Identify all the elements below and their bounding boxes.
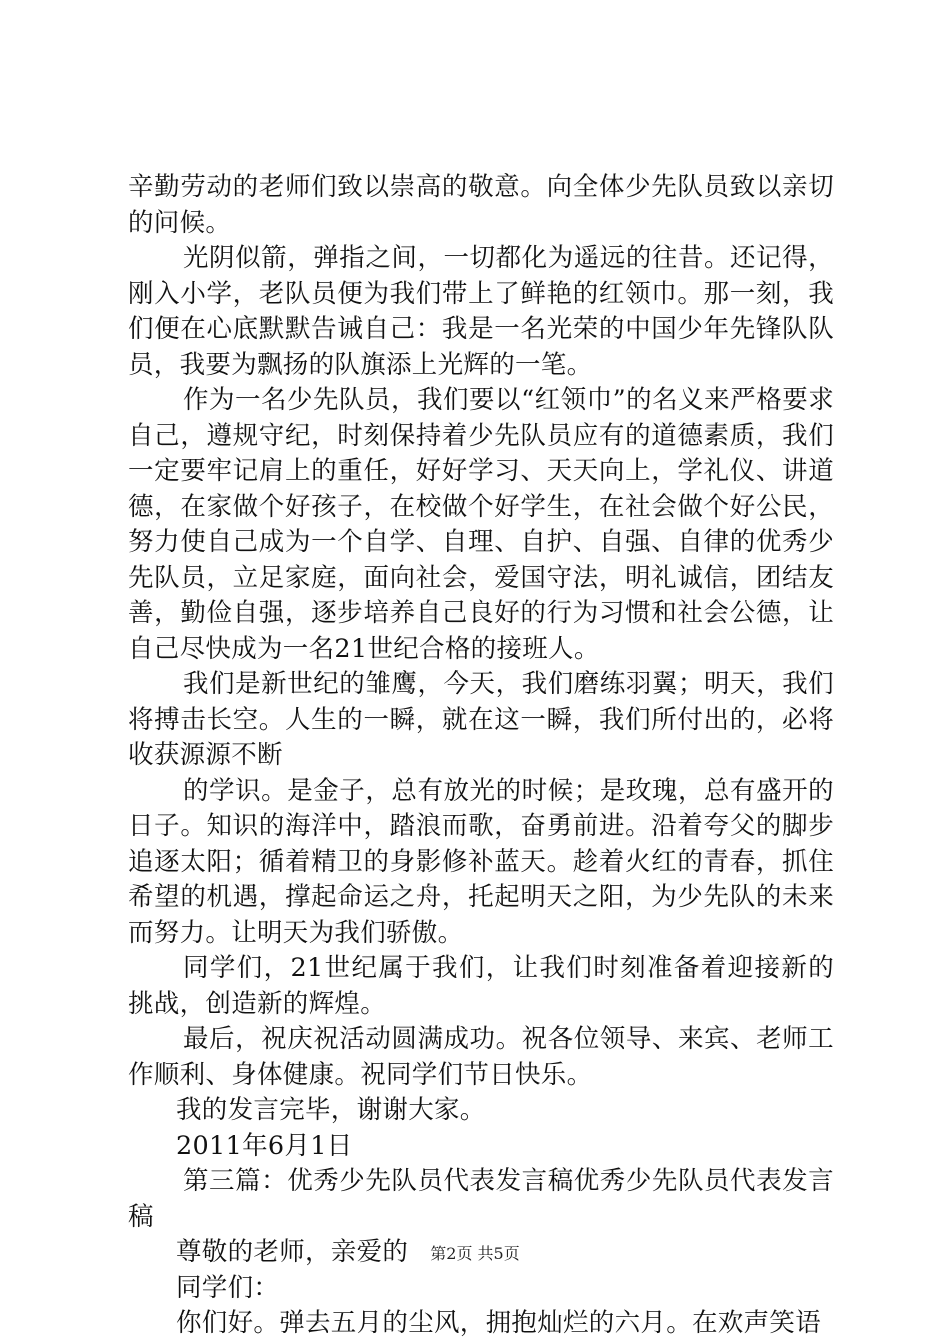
page-number-label: 第2页 共5页 xyxy=(430,1244,520,1263)
paragraph-thanks: 我的发言完毕，谢谢大家。 xyxy=(176,1095,486,1125)
paragraph-young-eagles: 我们是新世纪的雏鹰，今天，我们磨练羽翼；明天，我们将搏击长空。人生的一瞬，就在这一瞬，我们所付出的，必将收获源源不断 xyxy=(128,669,834,770)
speech-date: 2011年6月1日 xyxy=(176,1130,353,1161)
salutation-classmates: 同学们： xyxy=(176,1272,280,1303)
paragraph-hello: 你们好。弹去五月的尘风，拥抱灿烂的六月。在欢声笑语 xyxy=(176,1308,822,1338)
paragraph-knowledge: 的学识。是金子，总有放光的时候；是玫瑰，总有盛开的日子。知识的海洋中，踏浪而歌，奋勇前进。沿着夸父的脚步追逐太阳；循着精卫的身影修补蓝天。趁着火红的青春，抓住希望的机遇，撑起命运之舟，托起明天之阳，为少先队的未来而努力。让明天为我们骄傲。 xyxy=(128,775,834,948)
paragraph-21st-century: 同学们，21世纪属于我们，让我们时刻准备着迎接新的挑战，创造新的辉煌。 xyxy=(128,953,834,1019)
section-heading-part-three: 第三篇：优秀少先队员代表发言稿优秀少先队员代表发言稿 xyxy=(128,1166,834,1232)
page-footer xyxy=(0,1244,950,1264)
paragraph-red-scarf: 作为一名少先队员，我们要以“红领巾”的名义来严格要求自己，遵规守纪，时刻保持着少先队员应有的道德素质，我们一定要牢记肩上的重任，好好学习、天天向上，学礼仪、讲道德，在家做个好孩子，在校做个好学生，在社会做个好公民，努力使自己成为一个自学、自理、自护、自强、自律的优秀少先队员，立足家庭，面向社会，爱国守法，明礼诚信，团结友善，勤俭自强，逐步培养自己良好的行为习惯和社会公德，让自己尽快成为一名21世纪合格的接班人。 xyxy=(128,385,834,664)
document-body xyxy=(128,170,834,1342)
paragraph-closing-wishes: 最后，祝庆祝活动圆满成功。祝各位领导、来宾、老师工作顺利、身体健康。祝同学们节日快乐。 xyxy=(128,1024,834,1090)
paragraph-time-flies: 光阴似箭，弹指之间，一切都化为遥远的往昔。还记得，刚入小学，老队员便为我们带上了鲜艳的红领巾。那一刻，我们便在心底默默告诫自己：我是一名光荣的中国少年先锋队队员，我要为飘扬的队旗添上光辉的一笔。 xyxy=(128,243,834,380)
paragraph-greeting-continuation: 辛勤劳动的老师们致以崇高的敬意。向全体少先队员致以亲切的问候。 xyxy=(128,172,834,238)
salutation-teachers: 尊敬的老师，亲爱的 xyxy=(176,1237,409,1267)
